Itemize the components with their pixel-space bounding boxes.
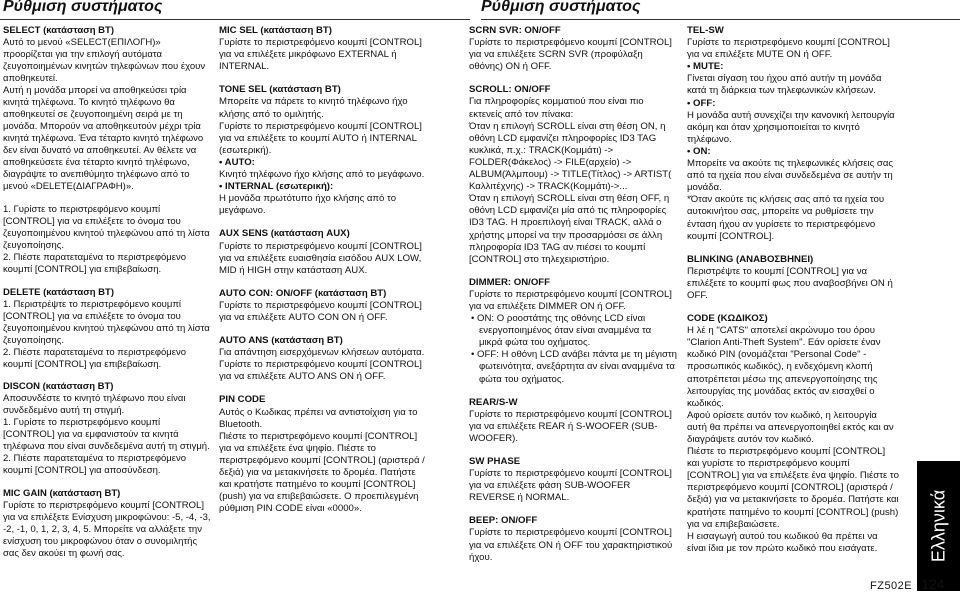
text-column-4 xyxy=(687,25,899,555)
paragraph-gap xyxy=(469,504,677,515)
section-heading: • OFF: xyxy=(687,97,716,109)
paragraph-gap xyxy=(3,477,211,488)
language-side-tab-label: Ελληνικά xyxy=(928,489,948,563)
paragraph: • ON: Ο ροοστάτης της οθόνης LCD είναι ενεργοποιημένος όταν είναι αναμμένα τα μικρά φώτα του οχήματος. xyxy=(471,313,652,349)
paragraph: Περιστρέψτε το κουμπί [CONTROL] για να επιλέξετε το κουμπί φως που αναβοσβήνει ON ή OFF. xyxy=(687,265,893,301)
paragraph: Γυρίστε το περιστρεφόμενο κουμπί [CONTROL] για να επιλέξετε DIMMER ON ή OFF. xyxy=(469,288,672,312)
paragraph: Γυρίστε το περιστρεφόμενο κουμπί [CONTROL] για να επιλέξετε το κουμπί AUTO ή INTERNAL (εσωτερική). xyxy=(219,120,422,156)
paragraph: 2. Πιέστε παρατεταμένα το περιστρεφόμενο κουμπί [CONTROL] για αποσύνδεση. xyxy=(3,453,187,477)
section-heading: PIN CODE xyxy=(219,394,266,406)
paragraph-gap xyxy=(469,386,677,397)
section-heading: • AUTO: xyxy=(219,156,255,168)
paragraph: *Όταν ακούτε τις κλήσεις σας από τα ηχεία του αυτοκινήτου σας, μπορείτε να ρυθμίσετε την ένταση ήχου αν γυρίσετε το περιστρεφόμενο κουμπί [CONTROL]. xyxy=(687,194,885,242)
section-heading: BEEP: ON/OFF xyxy=(469,515,538,527)
paragraph: 1. Περιστρέψτε το περιστρεφόμενο κουμπί [CONTROL] για να επιλέξετε το όνομα του ζευγοποιημένου κινητού τηλεφώνου από τη λίστα ζευγοποίησης. xyxy=(3,298,210,346)
paragraph-gap xyxy=(219,324,427,335)
paragraph: 2. Πιέστε παρατεταμένα το περιστρεφόμενο κουμπί [CONTROL] για επιβεβαίωση. xyxy=(3,251,187,275)
paragraph: Γυρίστε το περιστρεφόμενο κουμπί [CONTROL] για να επιλέξετε AUTO ANS ON ή OFF. xyxy=(219,359,422,383)
paragraph: Η λέ η "CATS" αποτελεί ακρώνυμο του όρου "Clarion Anti-Theft System". Εάν ορίσετε έναν κωδικό PIN (ονομάζεται "Personal Code" - προσωπικός κωδικός), η ενδεχόμενη κλοπή αποτρέπεται μέσω της απενεργοποίησης της λειτουργίας της μονάδας εκτός αν εισαχθεί ο κωδικός. xyxy=(687,325,881,409)
paragraph: 2. Πιέστε παρατεταμένα το περιστρεφόμενο κουμπί [CONTROL] για επιβεβαίωση. xyxy=(3,346,187,370)
paragraph-gap xyxy=(687,302,899,313)
paragraph: Γυρίστε το περιστρεφόμενο κουμπί [CONTROL] για να επιλέξετε ON ή OFF του χαρακτηριστικού ήχου. xyxy=(469,527,673,563)
section-heading: • INTERNAL (εσωτερική): xyxy=(219,181,334,193)
paragraph: Αφού ορίσετε αυτόν τον κωδικό, η λειτουργία αυτή θα πρέπει να απενεργοποιηθεί εκτός και αν διαγράψετε αυτόν τον κωδικό. xyxy=(687,409,894,445)
section-heading: CODE (ΚΩΔΙΚΟΣ) xyxy=(687,313,768,325)
paragraph: Γυρίστε το περιστρεφόμενο κουμπί [CONTROL] για να επιλέξετε ευαισθησία εισόδου AUX LOW, MID ή HIGH στην κατάσταση AUX. xyxy=(219,240,422,276)
paragraph: Αποσυνδέστε το κινητό τηλέφωνο που είναι συνδεδεμένο αυτή τη στιγμή. xyxy=(3,393,186,417)
section-heading: AUTO CON: ON/OFF (κατάσταση BT) xyxy=(219,287,387,299)
paragraph: Αυτή η μονάδα μπορεί να αποθηκεύσει τρία κινητά τηλέφωνα. Το κινητό τηλέφωνο θα αποθηκευτεί σε ζευγοποιημένη σειρά με τη μονάδα. Μπορούν να αποθηκευτούν μέχρι τρία κινητά τηλέφωνα. Ένα τέταρτο κινητό τηλέφωνο δεν είναι δυνατό να αποθηκευτεί. Αν θέλετε να αποθηκεύσετε ένα τέταρτο κινητό τηλέφωνο, διαγράψτε το ανεπιθύμητο τηλέφωνο από το μενού «DELETE(ΔΙΑΓΡΑΦΗ)». xyxy=(3,84,204,192)
paragraph-gap xyxy=(469,445,677,456)
section-heading: MIC SEL (κατάσταση BT) xyxy=(219,25,332,36)
section-heading: AUTO ANS (κατάσταση BT) xyxy=(219,335,343,347)
paragraph: 1. Γυρίστε το περιστρεφόμενο κουμπί [CONTROL] για να εμφανιστούν τα κινητά τηλέφωνα που είναι συνδεδεμένα αυτή τη στιγμή. xyxy=(3,417,210,453)
paragraph: Πιέστε το περιστρεφόμενο κουμπί [CONTROL] για να επιλέξετε ένα ψηφίο. Πιέστε το περιστρεφόμενο κουμπί [CONTROL] (αριστερά / δεξιά) για να μετακινήσετε το δρομέα. Πατήστε και κρατήστε πατημένο το κουμπί [CONTROL] (push) για να επιβεβαιώσετε. Ο προεπιλεγμένη ρύθμιση PIN CODE είναι «0000». xyxy=(219,430,425,515)
paragraph: Γυρίστε το περιστρεφόμενο κουμπί [CONTROL] για να επιλέξετε φάση SUB-WOOFER REVERSE ή NORMAL. xyxy=(469,468,672,504)
paragraph: Για απάντηση εισερχόμενων κλήσεων αυτόματα. xyxy=(219,347,425,359)
text-column-3 xyxy=(469,25,677,564)
paragraph-gap xyxy=(3,371,211,382)
paragraph: Γίνεται σίγαση του ήχου από αυτήν τη μονάδα κατά τη διάρκεια των τηλεφωνικών κλήσεων. xyxy=(687,73,882,97)
text-column-1 xyxy=(3,25,211,560)
paragraph: Κινητό τηλέφωνο ήχο κλήσης από το μεγάφωνο. xyxy=(219,169,425,181)
language-side-tab xyxy=(917,461,960,591)
paragraph: Για πληροφορίες κομματιού που είναι πιο εκτενείς από τον πίνακα: xyxy=(469,96,644,120)
header-rule-left xyxy=(0,19,470,20)
section-heading: AUX SENS (κατάσταση AUX) xyxy=(219,228,350,240)
section-heading: REAR/S-W xyxy=(469,396,518,408)
section-heading: • ON: xyxy=(687,145,711,157)
paragraph-gap xyxy=(219,73,427,84)
paragraph: Αυτό το μενού «SELECT(ΕΠΙΛΟΓΗ)» προορίζεται για την επιλογή αυτόματα ζευγοποιημένων κινητών τηλεφώνων που έχουν αποθηκευτεί. xyxy=(3,36,206,84)
paragraph-gap xyxy=(219,277,427,288)
paragraph-gap xyxy=(3,276,211,287)
paragraph: Μπορείτε να πάρετε το κινητό τηλέφωνο ήχο κλήσης από το ομιλητής. xyxy=(219,96,408,120)
paragraph: Γυρίστε το περιστρεφόμενο κουμπί [CONTROL] για να επιλέξετε AUTO CON ON ή OFF. xyxy=(219,299,422,323)
section-heading: SCRN SVR: ON/OFF xyxy=(469,25,561,36)
section-heading: BLINKING (ΑΝΑΒΟΣΒΗΝΕΙ) xyxy=(687,253,814,265)
section-heading: SW PHASE xyxy=(469,456,521,467)
page-number: 124 xyxy=(921,576,945,592)
header-rule-right xyxy=(481,19,960,20)
section-heading: DELETE (κατάσταση BT) xyxy=(3,286,114,298)
paragraph-gap xyxy=(219,217,427,228)
paragraph: Γυρίστε το περιστρεφόμενο κουμπί [CONTROL] για να επιλέξετε Ενίσχυση μικροφώνου: -5, -4, -3, -2, -1, 0, 1, 2, 3, 4, 5. Μπορείτε να αλλάξετε την ενίσχυση του μικροφώνου όταν ο συνομιλητής σας δεν ακούει τη φωνή σας. xyxy=(3,500,211,560)
section-heading: • MUTE: xyxy=(687,61,724,73)
section-heading: DISCON (κατάσταση BT) xyxy=(3,381,114,393)
paragraph-gap xyxy=(469,73,677,84)
paragraph-gap xyxy=(469,266,677,277)
section-heading: SCROLL: ON/OFF xyxy=(469,84,551,96)
section-heading: TEL-SW xyxy=(687,25,724,36)
section-heading: DIMMER: ON/OFF xyxy=(469,276,551,288)
paragraph: Γυρίστε το περιστρεφόμενο κουμπί [CONTROL] για να επιλέξετε REAR ή S-WOOFER (SUB-WOOFER). xyxy=(469,408,672,444)
paragraph: 1. Γυρίστε το περιστρεφόμενο κουμπί [CONTROL] για να επιλέξετε το όνομα του ζευγοποιημένου κινητού τηλεφώνου από τη λίστα ζευγοποίησης. xyxy=(3,203,210,251)
model-number: FZ502E xyxy=(870,580,913,592)
page-title-left: Ρύθμιση συστήματος xyxy=(3,0,163,15)
section-heading: MIC GAIN (κατάσταση BT) xyxy=(3,488,121,500)
paragraph: Γυρίστε το περιστρεφόμενο κουμπί [CONTROL] για να επιλέξετε SCRN SVR (προφύλαξη οθόνης) ON ή OFF. xyxy=(469,37,672,73)
paragraph: Η εισαγωγή αυτού του κωδικού θα πρέπει να είναι ίδια με τον πρώτο κωδικό που εισάγατε. xyxy=(687,530,878,554)
paragraph-gap xyxy=(687,243,899,254)
paragraph-gap xyxy=(3,193,211,204)
page-footer xyxy=(870,576,945,592)
paragraph: Η μονάδα πρωτότυπο ήχο κλήσης από το μεγάφωνο. xyxy=(219,193,397,217)
paragraph: Γυρίστε το περιστρεφόμενο κουμπί [CONTROL] για να επιλέξετε μικρόφωνο EXTERNAL ή INTERNAL. xyxy=(219,37,422,73)
paragraph: Πιέστε το περιστρεφόμενο κουμπί [CONTROL] και γυρίστε το περιστρεφόμενο κουμπί [CONTROL] για να επιλέξετε ένα ψηφίο. Πιέστε το περιστρεφόμενο κουμπί [CONTROL] (αριστερά / δεξιά) για να μετακινήσετε το δρομέα. Πατήστε και κρατήστε πατημένο το κουμπί [CONTROL] (push) για να επιβεβαιώσετε. xyxy=(687,446,899,530)
paragraph: • OFF: Η οθόνη LCD ανάβει πάντα με τη μέγιστη φωτεινότητα, ανεξάρτητα αν είναι αναμμένα τα φώτα του οχήματος. xyxy=(471,349,678,385)
paragraph: Γυρίστε το περιστρεφόμενο κουμπί [CONTROL] για να επιλέξετε MUTE ON ή OFF. xyxy=(687,37,890,61)
paragraph: Μπορείτε να ακούτε τις τηλεφωνικές κλήσεις σας από τα ηχεία που είναι συνδεδεμένα σε αυτήν τη μονάδα. xyxy=(687,158,894,194)
paragraph: Αυτός ο Κωδικας πρέπει να αντιστοίχιση για το Bluetooth. xyxy=(219,406,418,430)
page-title-right: Ρύθμιση συστήματος xyxy=(481,0,641,15)
paragraph: Όταν η επιλογή SCROLL είναι στη θέση ON, η οθόνη LCD εμφανίζει πληροφορίες ID3 TAG κυκλικά, π.χ.: TRACK(Κομμάτι) -> FOLDER(Φάκελος) -> FILE(αρχείο) -> ALBUM(Άλμπουμ) -> TITLE(Τίτλος) -> ARTIST( Καλλιτέχνης) -> TRACK(Κομμάτι)->... xyxy=(469,120,672,193)
paragraph: Όταν η επιλογή SCROLL είναι στη θέση OFF, η οθόνη LCD εμφανίζει μία από τις πληροφορίες ID3 TAG. Η προεπιλογή είναι TRACK, αλλά ο χρήστης μπορεί να την προσαρμόσει σε άλλη πληροφορία ID3 TAG αν πιέσει το κουμπί [CONTROL] στο τηλεχειριστήριο. xyxy=(469,193,670,265)
section-heading: TONE SEL (κατάσταση BT) xyxy=(219,84,341,96)
section-heading: SELECT (κατάσταση BT) xyxy=(3,25,114,36)
paragraph-gap xyxy=(219,383,427,394)
text-column-2 xyxy=(219,25,427,515)
paragraph: Η μονάδα αυτή συνεχίζει την κανονική λειτουργία ακόμη και όταν χρησιμοποιείται το κινητό τηλέφωνο. xyxy=(687,109,895,145)
